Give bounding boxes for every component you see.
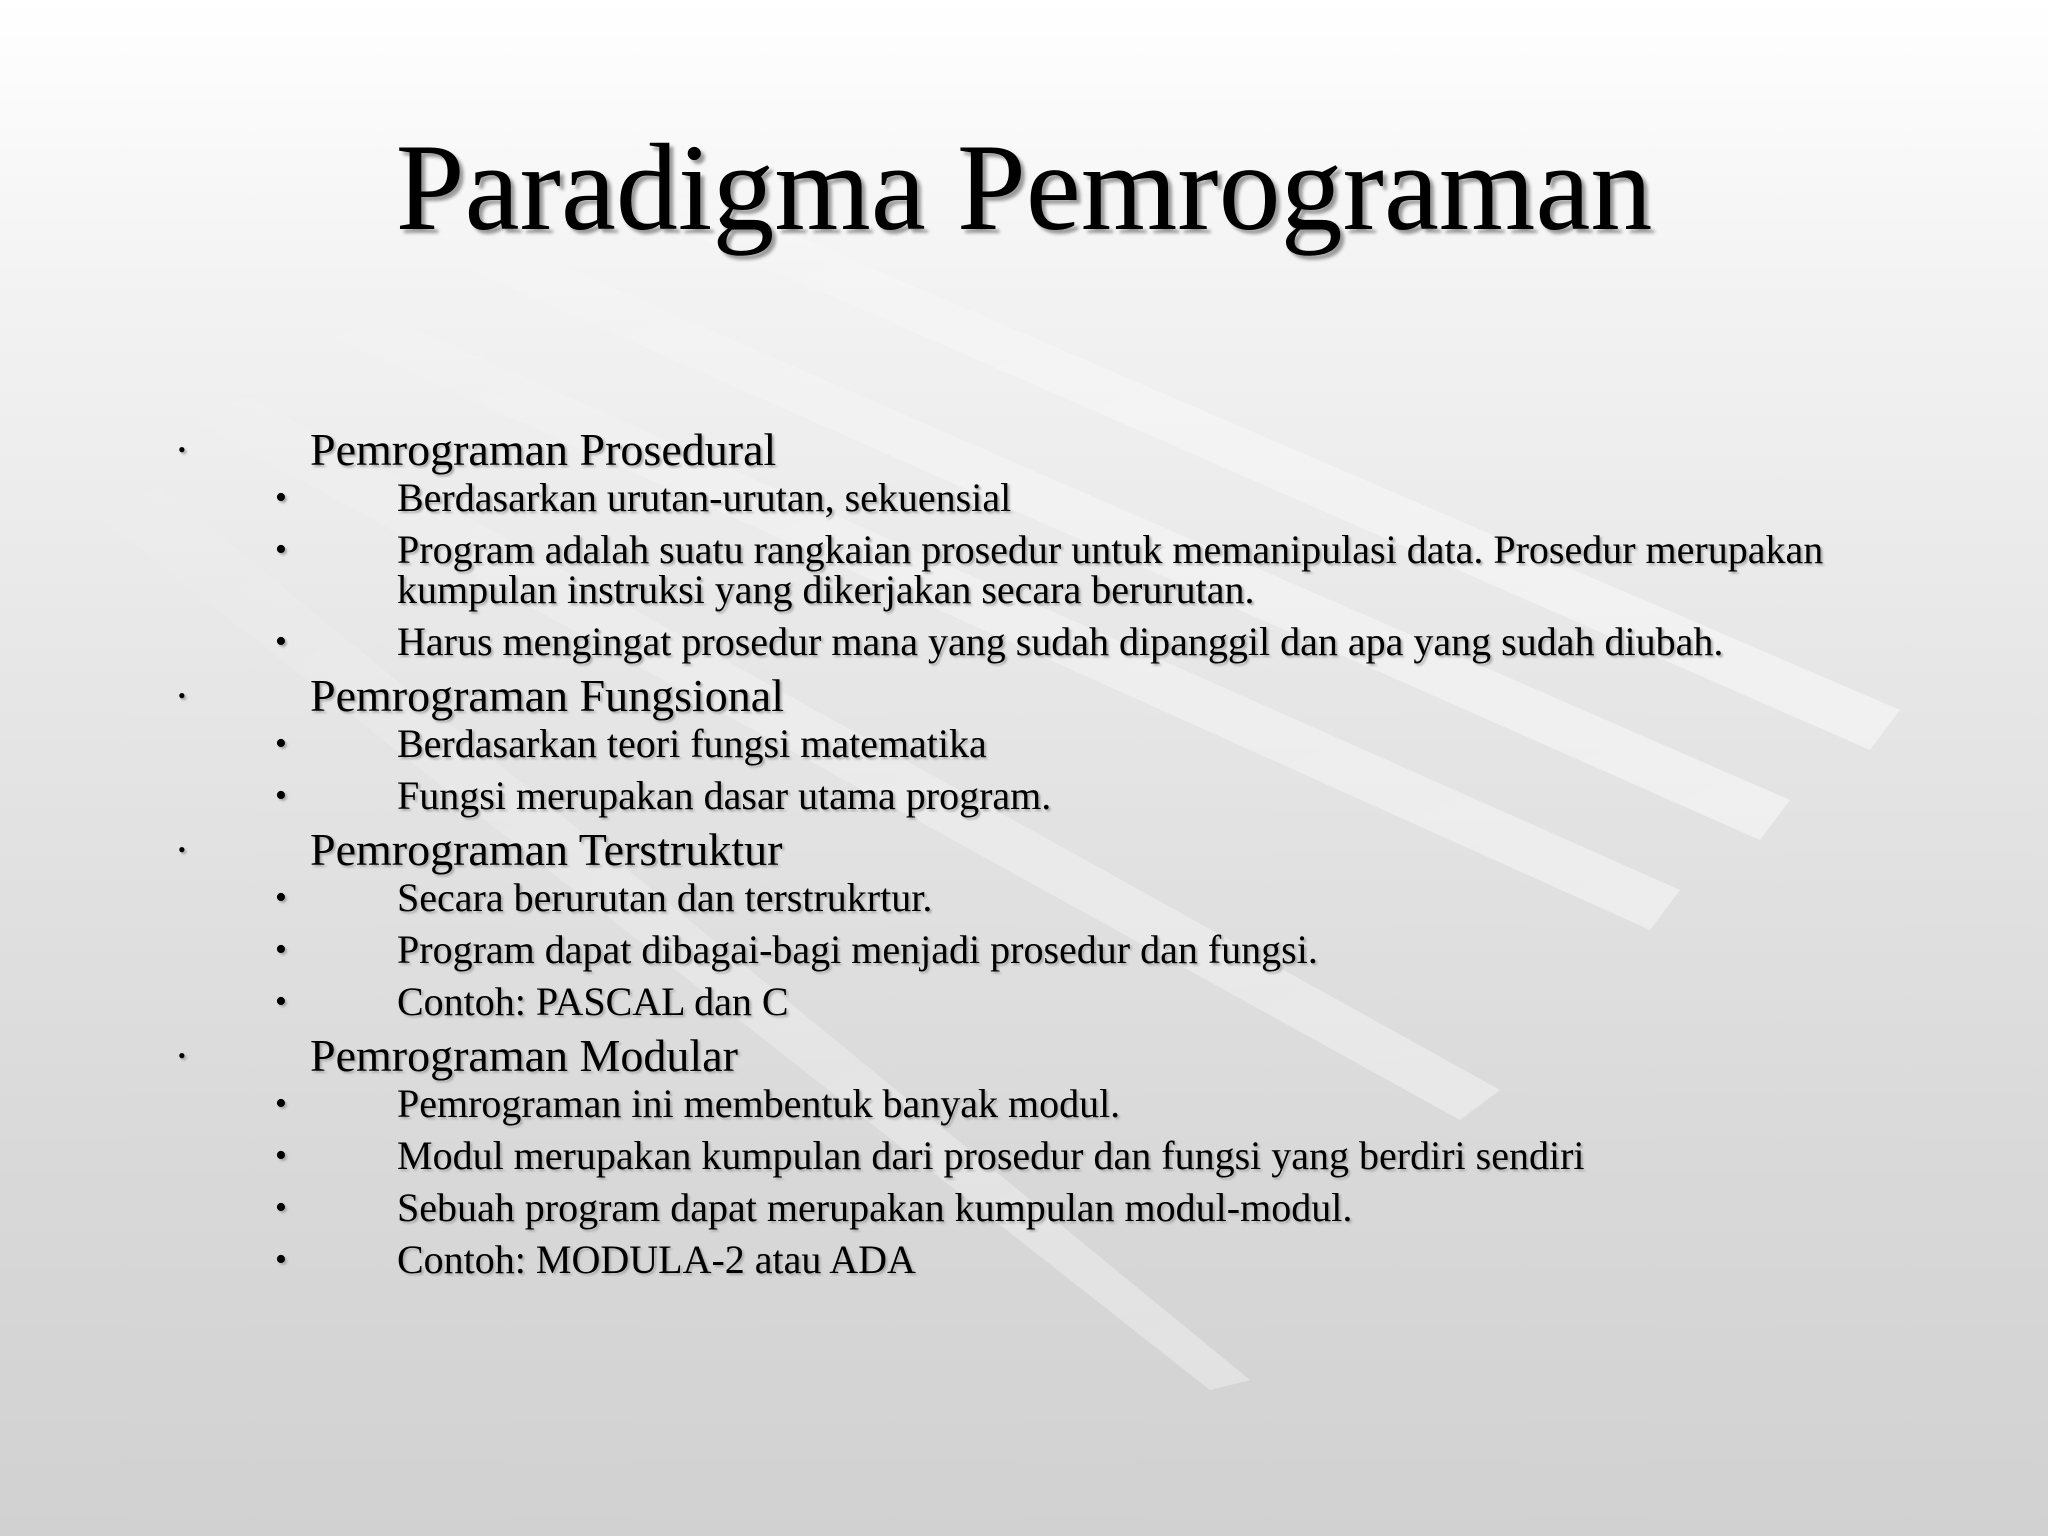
list-item xyxy=(0,773,2048,818)
bullet-icon: • xyxy=(275,1241,287,1278)
list-item-text: Modul merupakan kumpulan dari prosedur dan fungsi yang berdiri sendiri xyxy=(397,1133,1585,1178)
bullet-icon: • xyxy=(178,1043,186,1068)
list-item xyxy=(0,979,2048,1024)
section-heading-text: Pemrograman Prosedural xyxy=(310,424,777,475)
section-heading-text: Pemrograman Modular xyxy=(310,1030,738,1081)
list-item xyxy=(0,1081,2048,1126)
list-item-text: Contoh: MODULA-2 atau ADA xyxy=(397,1237,916,1282)
list-item xyxy=(0,1237,2048,1282)
section-heading-prosedural xyxy=(0,422,2048,478)
list-item-text: Fungsi merupakan dasar utama program. xyxy=(397,773,1052,818)
bullet-icon: • xyxy=(275,1189,287,1226)
section-heading-modular xyxy=(0,1028,2048,1084)
list-item-text: Berdasarkan teori fungsi matematika xyxy=(397,721,987,766)
list-item-text: Secara berurutan dan terstrukrtur. xyxy=(397,875,933,920)
bullet-icon: • xyxy=(275,1137,287,1174)
list-item-text: Harus mengingat prosedur mana yang sudah dipanggil dan apa yang sudah diubah. xyxy=(397,619,1724,664)
list-item-text: Contoh: PASCAL dan C xyxy=(397,979,789,1024)
bullet-icon: • xyxy=(275,983,287,1020)
bullet-icon: • xyxy=(275,725,287,762)
list-item xyxy=(0,927,2048,972)
list-item xyxy=(0,875,2048,920)
section-heading-terstruktur xyxy=(0,822,2048,878)
list-item xyxy=(0,1133,2048,1178)
bullet-icon: • xyxy=(178,683,186,708)
bullet-icon: • xyxy=(178,437,186,462)
bullet-icon: • xyxy=(275,1085,287,1122)
list-item-text: Program dapat dibagai-bagi menjadi prosedur dan fungsi. xyxy=(397,927,1318,972)
list-item xyxy=(0,475,2048,520)
list-item xyxy=(0,1185,2048,1230)
bullet-icon: • xyxy=(275,531,287,568)
bullet-icon: • xyxy=(275,479,287,516)
list-item-text: Program adalah suatu rangkaian prosedur untuk memanipulasi data. Prosedur merupakan kumpulan instruksi yang dikerjakan secara berurutan. xyxy=(397,527,1824,612)
list-item-text: Pemrograman ini membentuk banyak modul. xyxy=(397,1081,1121,1126)
slide-title: Paradigma Pemrograman xyxy=(395,119,1653,256)
bullet-icon: • xyxy=(275,879,287,916)
bullet-list xyxy=(0,420,2048,1280)
section-heading-text: Pemrograman Fungsional xyxy=(310,670,784,721)
section-heading-text: Pemrograman Terstruktur xyxy=(310,824,783,875)
bullet-icon: • xyxy=(275,777,287,814)
list-item xyxy=(0,721,2048,766)
list-item-text: Berdasarkan urutan-urutan, sekuensial xyxy=(397,475,1012,520)
section-heading-fungsional xyxy=(0,668,2048,724)
bullet-icon: • xyxy=(275,623,287,660)
bullet-icon: • xyxy=(275,931,287,968)
list-item xyxy=(0,527,2048,612)
list-item xyxy=(0,619,2048,664)
list-item-text: Sebuah program dapat merupakan kumpulan modul-modul. xyxy=(397,1185,1353,1230)
bullet-icon: • xyxy=(178,837,186,862)
